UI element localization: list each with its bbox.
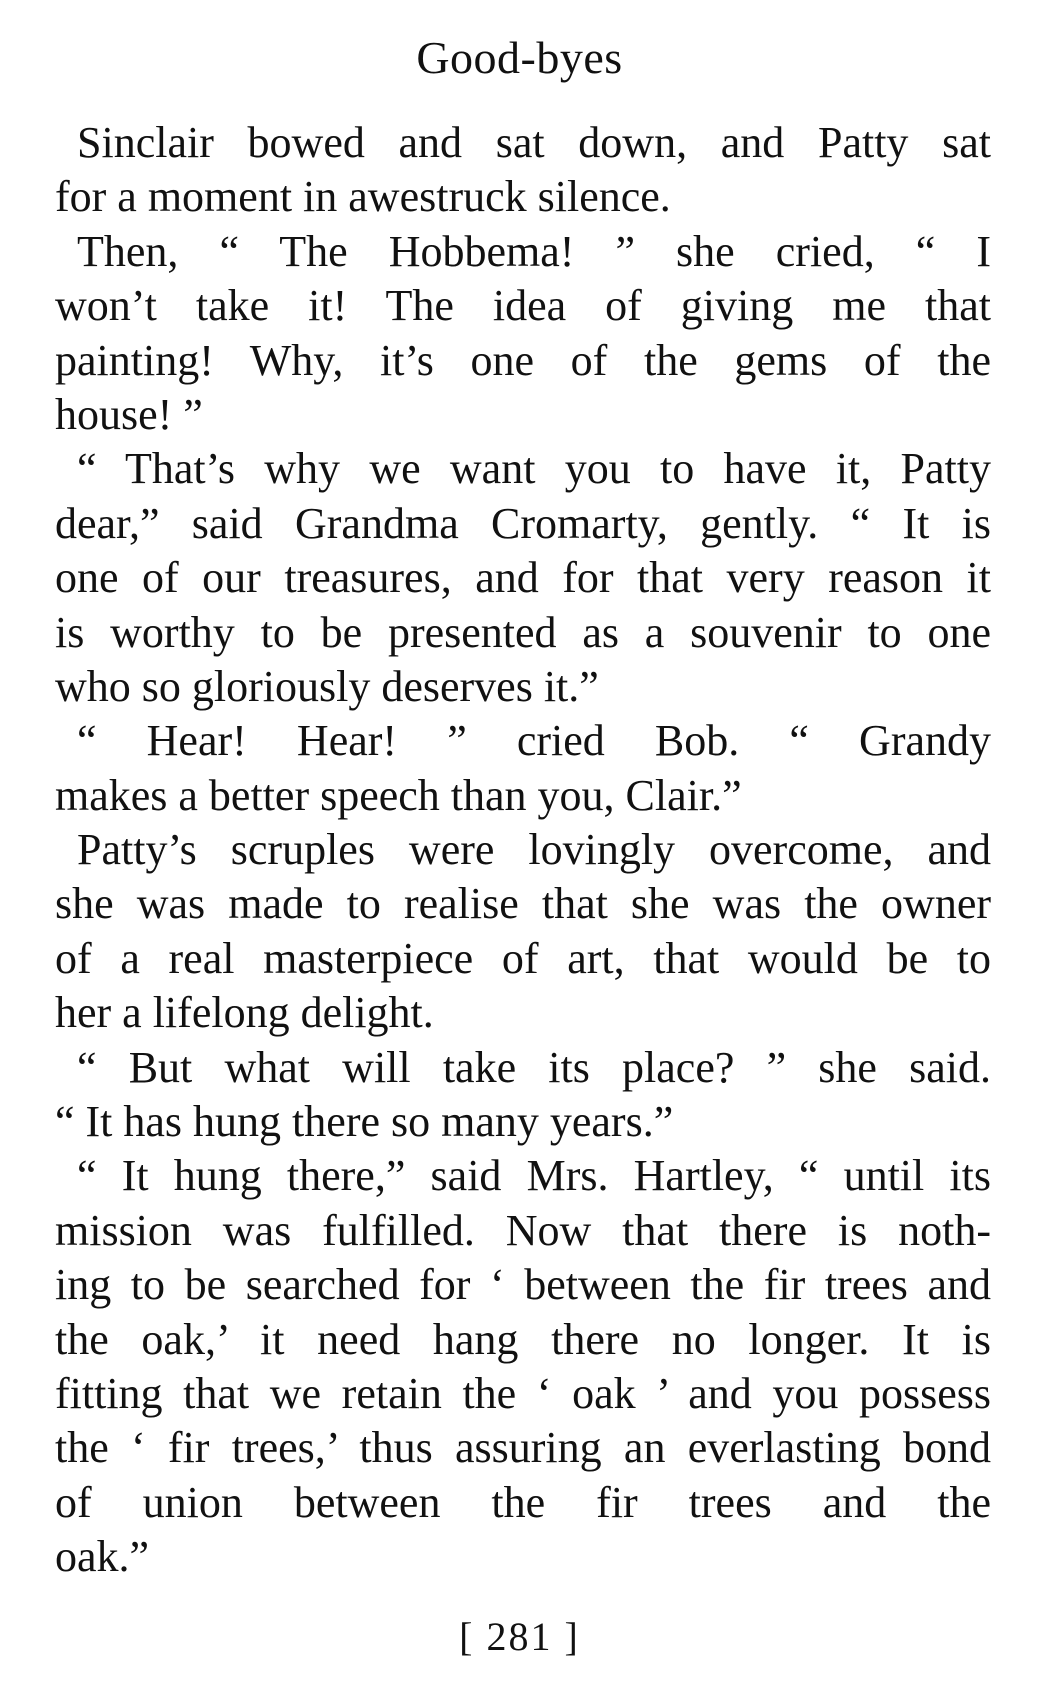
paragraph [55, 442, 991, 714]
text-line: makes a better speech than you, Clair.” [55, 770, 742, 820]
body-text [55, 116, 991, 1585]
text-line: “ It has hung there so many years.” [55, 1097, 674, 1147]
text-line: Then, “ The Hobbema! ” she cried, “ I [77, 226, 991, 276]
running-head: Good-byes [416, 32, 623, 83]
text-line: won’t take it! The idea of giving me that [55, 281, 991, 331]
text-line: one of our treasures, and for that very reason it [55, 553, 991, 603]
paragraph [55, 225, 991, 443]
text-line: oak.” [55, 1532, 150, 1582]
page-number: [ 281 ] [459, 1614, 580, 1659]
paragraph [55, 1149, 991, 1584]
text-line: painting! Why, it’s one of the gems of the [55, 335, 991, 385]
paragraph [55, 116, 991, 225]
text-line: is worthy to be presented as a souvenir to one [55, 607, 991, 657]
paragraph [55, 823, 991, 1041]
text-line: “ Hear! Hear! ” cried Bob. “ Grandy [77, 716, 991, 766]
text-line: ing to be searched for ‘ between the fir trees and [55, 1260, 991, 1310]
text-line: dear,” said Grandma Cromarty, gently. “ It is [55, 498, 991, 548]
text-line: mission was fulfilled. Now that there is noth- [55, 1205, 991, 1255]
text-line: of union between the fir trees and the [55, 1477, 991, 1527]
paragraph [55, 714, 991, 823]
text-line: “ But what will take its place? ” she said. [77, 1042, 991, 1092]
text-line: of a real masterpiece of art, that would be to [55, 933, 991, 983]
text-line: for a moment in awestruck silence. [55, 172, 671, 222]
text-line: Patty’s scruples were lovingly overcome, and [77, 825, 991, 875]
text-line: “ It hung there,” said Mrs. Hartley, “ until its [77, 1151, 991, 1201]
text-line: house! ” [55, 389, 203, 439]
text-line: “ That’s why we want you to have it, Patty [77, 444, 991, 494]
paragraph [55, 1041, 991, 1150]
text-line: fitting that we retain the ‘ oak ’ and you possess [55, 1368, 991, 1418]
text-line: who so gloriously deserves it.” [55, 661, 599, 711]
text-line: she was made to realise that she was the owner [55, 879, 991, 929]
text-line: Sinclair bowed and sat down, and Patty sat [77, 118, 991, 167]
text-line: the ‘ fir trees,’ thus assuring an everlasting bond [55, 1423, 991, 1473]
text-line: the oak,’ it need hang there no longer. It is [55, 1314, 991, 1364]
text-line: her a lifelong delight. [55, 988, 434, 1038]
